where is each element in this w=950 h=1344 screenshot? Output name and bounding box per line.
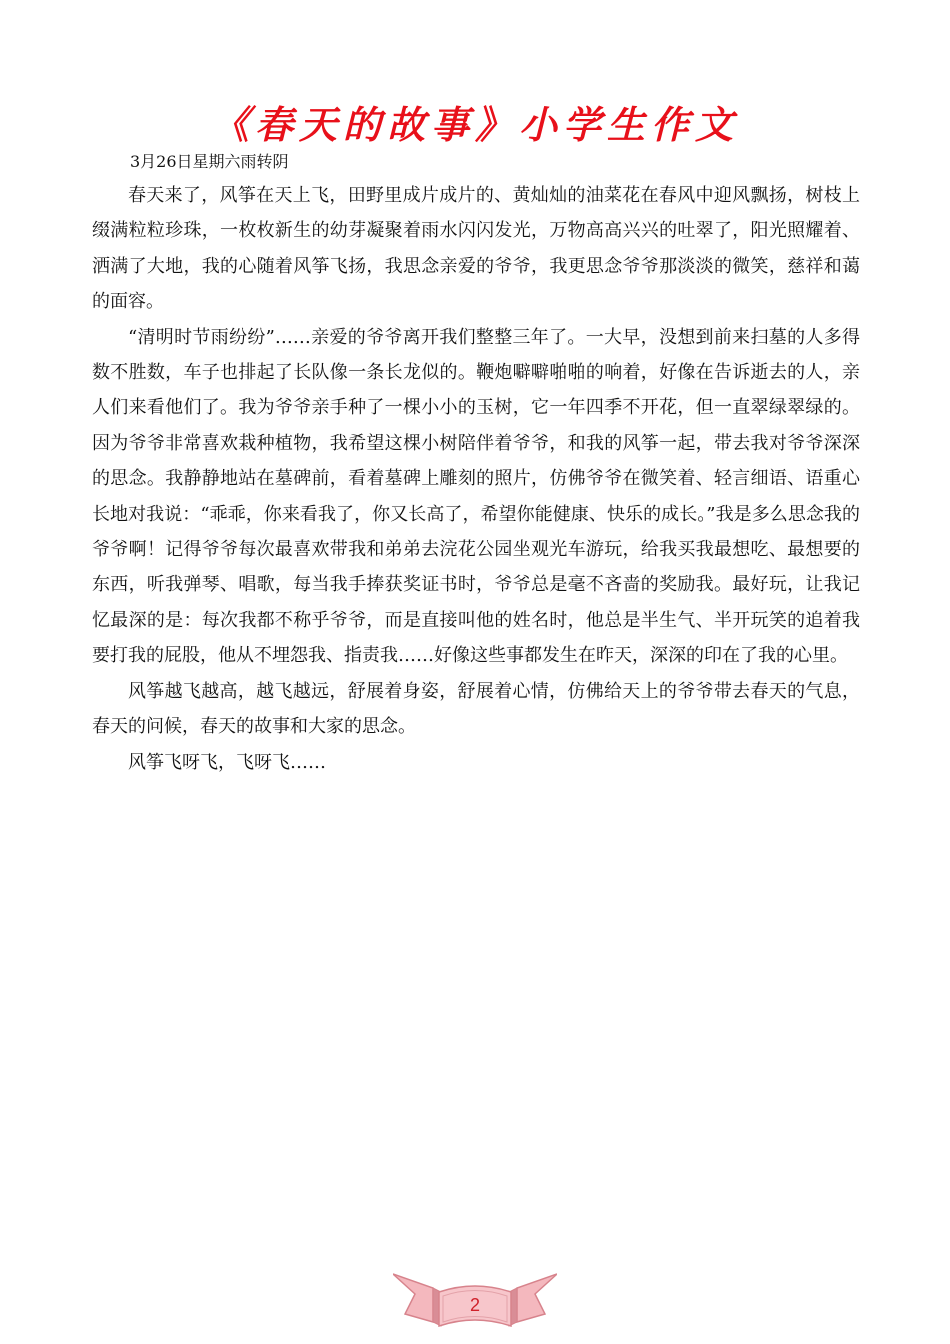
- paragraph-3: 风筝越飞越高，越飞越远，舒展着身姿，舒展着心情，仿佛给天上的爷爷带去春天的气息，春天的问候，春天的故事和大家的思念。: [92, 680, 860, 738]
- date-line: 3月26日星期六雨转阴: [130, 152, 289, 171]
- paragraph-2: “清明时节雨纷纷”……亲爱的爷爷离开我们整整三年了。一大早，没想到前来扫墓的人多得数不胜数，车子也排起了长队像一条长龙似的。鞭炮噼噼啪啪的响着，好像在告诉逝去的人，亲人们来看他们了。我为爷爷亲手种了一棵小小的玉树，它一年四季不开花，但一直翠绿翠绿的。因为爷爷非常喜欢栽种植物，我希望这棵小树陪伴着爷爷，和我的风筝一起，带去我对爷爷深深的思念。我静静地站在墓碑前，看着墓碑上雕刻的照片，仿佛爷爷在微笑着、轻言细语、语重心长地对我说：“乖乖，你来看我了，你又长高了，希望你能健康、快乐的成长。”我是多么思念我的爷爷啊！记得爷爷每次最喜欢带我和弟弟去浣花公园坐观光车游玩，给我买我最想吃、最想要的东西，听我弹琴、唱歌，每当我手捧获奖证书时，爷爷总是毫不吝啬的奖励我。最好玩，让我记忆最深的是：每次我都不称乎爷爷，而是直接叫他的姓名时，他总是半生气、半开玩笑的追着我要打我的屁股，他从不埋怨我、指责我……好像这些事都发生在昨天，深深的印在了我的心里。: [92, 326, 860, 667]
- essay-body: [92, 178, 860, 780]
- page-number: 2: [469, 1295, 480, 1315]
- document-title: 《春天的故事》小学生作文: [210, 103, 739, 147]
- paragraph-1: 春天来了，风筝在天上飞，田野里成片成片的、黄灿灿的油菜花在春风中迎风飘扬，树枝上缀满粒粒珍珠，一枚枚新生的幼芽凝聚着雨水闪闪发光，万物高高兴兴的吐翠了，阳光照耀着、洒满了大地，我的心随着风筝飞扬，我思念亲爱的爷爷，我更思念爷爷那淡淡的微笑，慈祥和蔼的面容。: [92, 185, 860, 313]
- paragraph-4: 风筝飞呀飞，飞呀飞……: [128, 751, 326, 773]
